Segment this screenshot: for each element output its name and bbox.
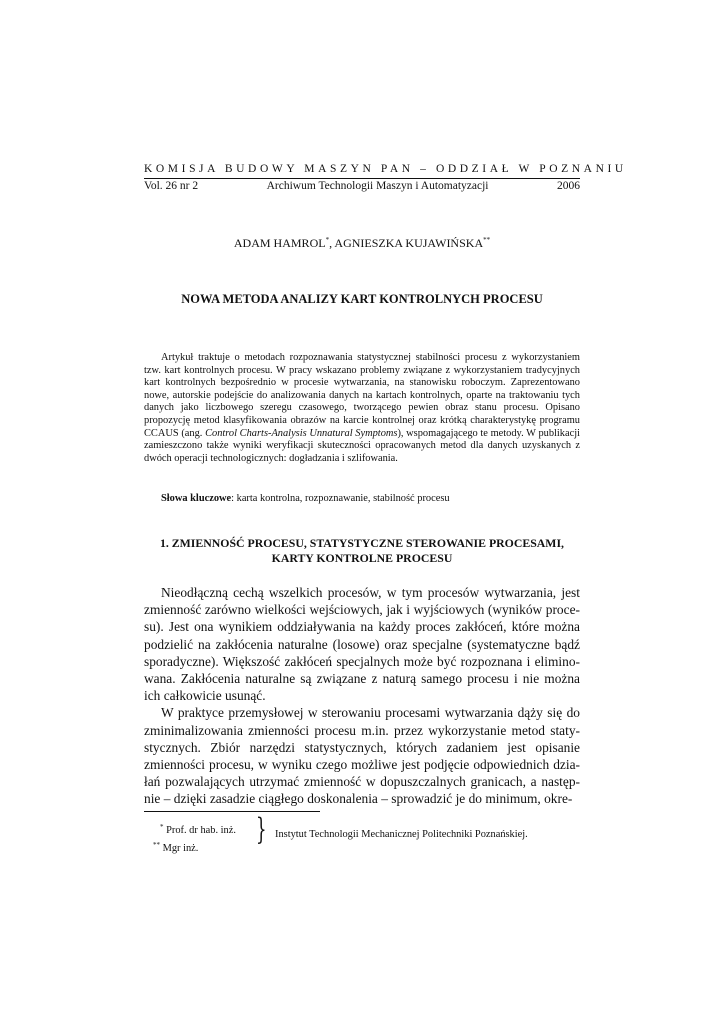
keywords-text: : karta kontrolna, rozpoznawanie, stabilność procesu: [231, 493, 450, 504]
author-1-mark: *: [325, 236, 330, 244]
keywords: [161, 493, 580, 504]
footnote-1: [160, 820, 236, 838]
author-2: AGNIESZKA KUJAWIŃSKA: [334, 236, 484, 250]
footnote-1-mark: *: [160, 823, 164, 831]
author-2-mark: **: [483, 236, 491, 244]
section-heading-line-1: 1. ZMIENNOŚĆ PROCESU, STATYSTYCZNE STEROWANIE PROCESAMI,: [159, 536, 564, 550]
footnotes: [153, 820, 236, 856]
author-1: ADAM HAMROL: [233, 236, 326, 250]
abstract-text-1: Artykuł traktuje o metodach rozpoznawania statystycznej stabilności procesu z wykorzystaniem tzw. kart kontrolnych procesu. W pracy wskazano problemy związane z wykorzystaniem tradycyjnych kart kontrolnych bezpośrednio w procesie wytwarzania, na stanowisku roboczym. Zaprezentowano nowe, autorskie podejście do analizowania danych na kartach kontrolnych, oparte na traktowaniu tych danych jako liczbowego szeregu czasowego, tworzącego pewien obraz stanu procesu. Opisano propozycję metod klasyfikowania obrazów na karcie kontrolnej oraz krótką charakterystykę programu CCAUS (ang.: [144, 352, 580, 439]
journal-name: Archiwum Technologii Maszyn i Automatyzacji: [266, 180, 489, 192]
footnote-2: [153, 838, 236, 856]
paper-title: NOWA METODA ANALIZY KART KONTROLNYCH PROCESU: [181, 292, 543, 306]
keywords-label: Słowa kluczowe: [161, 493, 232, 504]
section-heading: [144, 536, 580, 566]
journal-year: 2006: [557, 180, 580, 192]
footnote-affiliation: Instytut Technologii Mechanicznej Politechniki Poznańskiej.: [275, 829, 528, 840]
abstract-italic-term: Control Charts-Analysis Unnatural Symptoms: [205, 427, 398, 439]
body-paragraph-2: W praktyce przemysłowej w sterowaniu procesami wytwarzania dąży się do zminimalizowania zmienności procesu m.in. przez wykorzystanie metod statystycznych. Zbiór narzędzi statystycznych, których zadaniem jest opisanie zmienności procesu, w wyniku czego możliwe jest podjęcie odpowiednich działań pozwalających utrzymać zmienność w dopuszczalnych granicach, a następnie – dzięki zasadzie ciągłego doskonalenia – sprowadzić je do minimum, okre-: [144, 705, 580, 807]
header-rule: [144, 178, 580, 179]
authors-line: [144, 236, 580, 251]
body-text: [144, 584, 580, 808]
footnote-brace: }: [256, 812, 267, 847]
footnote-2-text: Mgr inż.: [160, 843, 199, 854]
journal-volume: Vol. 26 nr 2: [144, 180, 199, 192]
footnote-2-mark: **: [153, 841, 160, 849]
journal-info-line: [144, 180, 580, 192]
journal-org-header: KOMISJA BUDOWY MASZYN PAN – ODDZIAŁ W POZNANIU: [144, 163, 627, 175]
footnote-1-text: Prof. dr hab. inż.: [163, 825, 236, 836]
abstract-text-2: ), wspomagającego te metody. W publikacji zamieszczono także wyniki weryfikacji skuteczności opracowanych metod dla danych uzyskanych z dwóch operacji technologicznych: dogładzania i szlifowania.: [144, 427, 580, 464]
body-paragraph-1: Nieodłączną cechą wszelkich procesów, w tym procesów wytwarzania, jest zmienność zarówno wielkości wejściowych, jak i wyjściowych (wyników procesu). Jest ona wynikiem oddziaływania na każdy proces zakłóceń, które można podzielić na zakłócenia naturalne (losowe) oraz specjalne (systematyczne bądź sporadyczne). Większość zakłóceń specjalnych może być rozpoznana i eliminowana. Zakłócenia naturalne są związane z naturą samego procesu i nie można ich całkowicie usunąć.: [144, 585, 580, 704]
author-separator: ,: [329, 236, 335, 250]
abstract: [144, 352, 580, 465]
footnote-rule: [144, 811, 320, 812]
section-heading-line-2: KARTY KONTROLNE PROCESU: [271, 551, 453, 565]
